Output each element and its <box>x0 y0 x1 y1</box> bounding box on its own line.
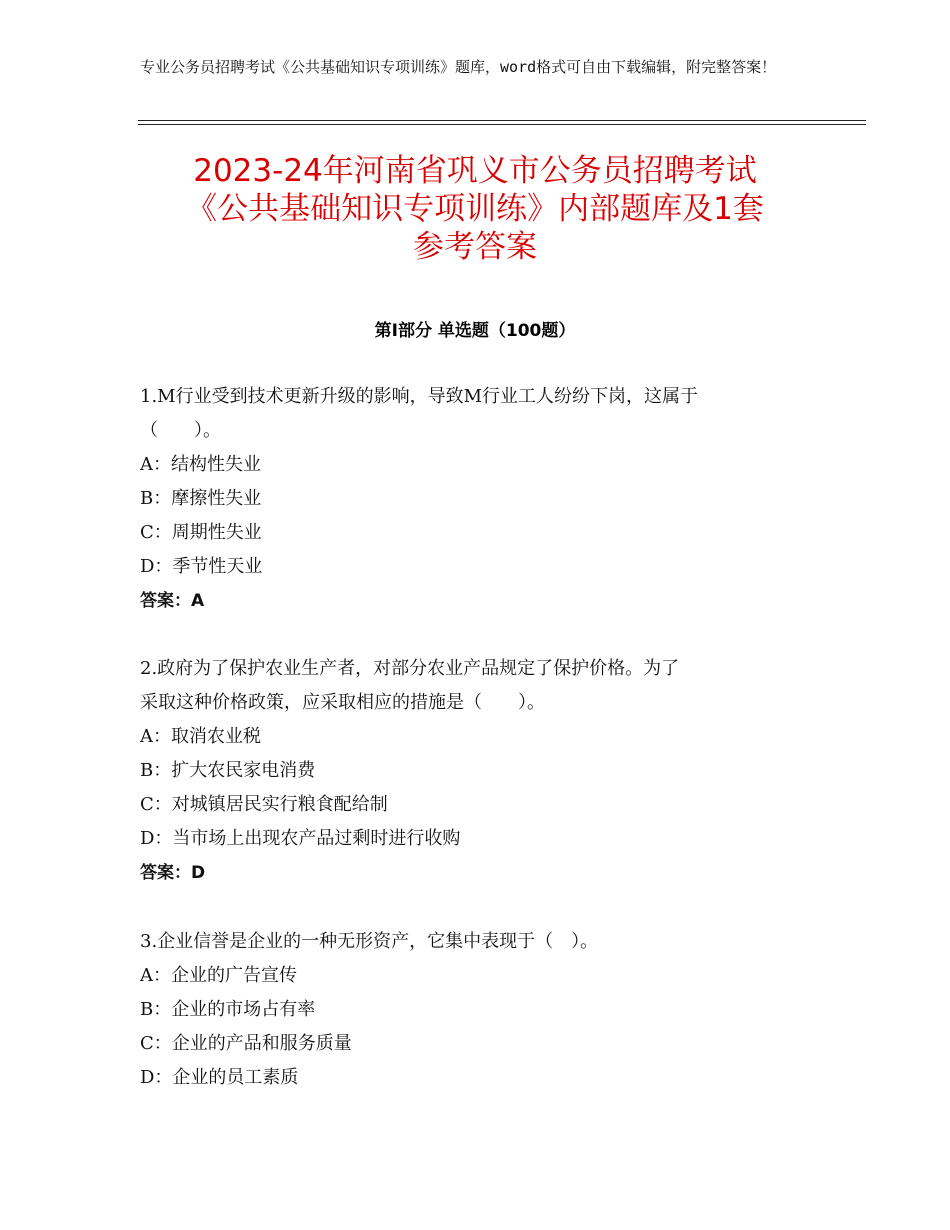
option-d: D：季节性天业 <box>140 556 263 577</box>
question-stem: （ ）。 <box>140 420 221 441</box>
option-b: B：摩擦性失业 <box>140 488 262 509</box>
question-stem: 1.M行业受到技术更新升级的影响，导致M行业工人纷纷下岗，这属于 <box>140 386 699 407</box>
option-d: D：当市场上出现农产品过剩时进行收购 <box>140 828 461 849</box>
option-c: C：对城镇居民实行粮食配给制 <box>140 794 388 815</box>
question-stem: 2.政府为了保护农业生产者，对部分农业产品规定了保护价格。为了 <box>140 658 680 679</box>
document-title <box>100 152 850 266</box>
option-c: C：企业的产品和服务质量 <box>140 1033 352 1054</box>
answer: 答案：D <box>140 863 206 883</box>
question-stem: 3.企业信誉是企业的一种无形资产，它集中表现于（ ）。 <box>140 931 599 952</box>
option-d: D：企业的员工素质 <box>140 1067 299 1088</box>
title-line-2: 《公共基础知识专项训练》内部题库及1套 <box>186 191 764 227</box>
question-stem: 采取这种价格政策，应采取相应的措施是（ ）。 <box>140 692 545 713</box>
answer: 答案：A <box>140 591 205 611</box>
header-divider-bottom <box>138 124 866 125</box>
option-a: A：企业的广告宣传 <box>140 965 297 986</box>
option-b: B：企业的市场占有率 <box>140 999 316 1020</box>
header-divider-top <box>138 120 866 121</box>
question-1 <box>140 380 820 618</box>
option-b: B：扩大农民家电消费 <box>140 760 316 781</box>
option-a: A：结构性失业 <box>140 454 261 475</box>
title-line-1: 2023-24年河南省巩义市公务员招聘考试 <box>193 153 757 189</box>
question-2 <box>140 652 820 890</box>
section-title: 第Ⅰ部分 单选题（100题） <box>374 321 576 341</box>
question-3 <box>140 925 820 1095</box>
header-note: 专业公务员招聘考试《公共基础知识专项训练》题库，word格式可自由下载编辑，附完整答案！ <box>140 58 777 76</box>
title-line-3: 参考答案 <box>413 229 537 265</box>
option-a: A：取消农业税 <box>140 726 261 747</box>
option-c: C：周期性失业 <box>140 522 262 543</box>
